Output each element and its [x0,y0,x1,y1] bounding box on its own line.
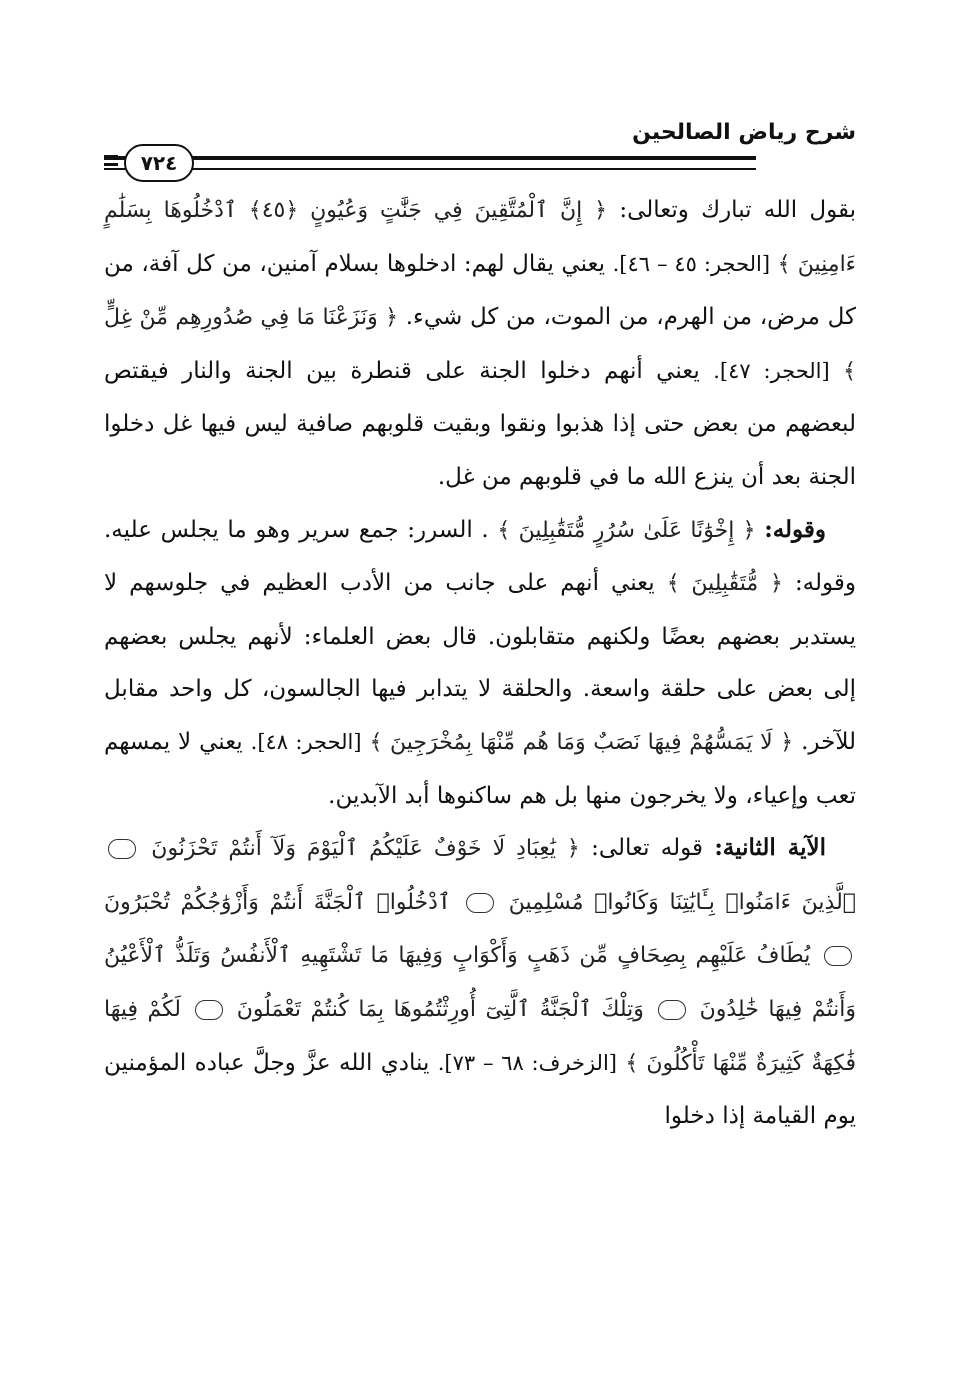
p2-lead: وقوله: [764,515,827,543]
p1-verse: ﴿ إِنَّ ٱلْمُتَّقِينَ فِي جَنَّٰتٍ وَعُيُونٍ ﴿٤٥﴾ ٱدْخُلُوهَا بِسَلَٰمٍ ءَامِنِينَ ﴾ [104,198,857,277]
paragraph-1 [104,184,856,504]
p3-verse-a: ﴿ يَٰعِبَادِ لَا خَوْفٌ عَلَيْكُمُ ٱلْيَوْمَ وَلَآ أَنتُمْ تَحْزَنُونَ [151,836,580,862]
aya-end-marker [824,946,852,966]
p3-verse-c: ٱدْخُلُوا۟ ٱلْجَنَّةَ أَنتُمْ وَأَزْوَٰجُكُمْ تُحْبَرُونَ [104,889,451,915]
p3-text: ينادي الله عزَّ وجلَّ عباده المؤمنين يوم القيامة إذا دخلوا [104,1049,856,1130]
p1-verse-reference: [الحجر: ٤٥ – ٤٦]. [612,251,771,276]
p2-text: . السرر: جمع سرير وهو ما يجلس عليه. وقوله: [104,516,857,597]
p2-verse-reference: [الحجر: ٤٨]. [250,729,362,754]
p1-verse-2-reference: [الحجر: ٤٧]. [713,358,830,383]
page-number-marker [104,155,118,167]
p3-verse-d: يُطَافُ عَلَيْهِم بِصِحَافٍ مِّن ذَهَبٍ وَأَكْوَابٍ وَفِيهَا مَا تَشْتَهِيهِ ٱلْأَنفُسُ وَتَلَذُّ ٱلْأَعْيُنُ وَأَنتُمْ فِيهَا خَٰلِدُونَ [104,943,856,1022]
aya-end-marker [466,893,494,913]
p3-lead: الآية الثانية: [714,834,827,862]
p1-text-2: يعني أنهم دخلوا الجنة على قنطرة بين الجنة والنار فيقتص لبعضهم من بعض حتى إذا هذبوا ونقوا وبقيت قلوبهم صافية ليس فيها غل دخلوا الجنة بعد أن ينزع الله ما في قلوبهم من غل. [104,357,856,490]
p3-verse-f: لَكُمْ فِيهَا فَٰكِهَةٌ كَثِيرَةٌ مِّنْهَا تَأْكُلُونَ ﴾ [104,996,856,1076]
p3-intro: قوله تعالى: [591,835,704,862]
book-title: شرح رياض الصالحين [632,120,856,145]
p2-text-2: يعني أنهم على جانب من الأدب العظيم في جلوسهم لا يستدبر بعضهم بعضًا ولكنهم متقابلون. قال بعض العلماء: لأنهم يجلس بعضهم إلى بعض على حلقة واسعة. والحلقة لا يتدابر فيها الجالسون، كل واحد مقابل للآخر. [104,570,857,755]
page-body [104,184,856,1143]
p2-text-3: يعني لا يمسهم تعب وإعياء، ولا يخرجون منها بل هم ساكنوها أبد الآبدين. [104,728,856,809]
paragraph-2 [104,504,856,823]
p1-intro: بقول الله تبارك وتعالى: [619,197,857,223]
header-rule-thin [104,168,756,170]
aya-end-marker [658,1000,686,1020]
p3-verse-e: وَتِلْكَ ٱلْجَنَّةُ ٱلَّتِىٓ أُورِثْتُمُوهَا بِمَا كُنتُمْ تَعْمَلُونَ [236,996,644,1022]
aya-end-marker [108,839,136,859]
aya-end-marker [195,1000,223,1020]
header-rule-thick [104,156,756,160]
p2-verse-2: ﴿ مُّتَقَٰبِلِينَ ﴾ [666,571,783,597]
p2-verse: ﴿ إِخْوَٰنًا عَلَىٰ سُرُرٍ مُّتَقَٰبِلِينَ ﴾ [497,517,756,543]
p1-text: يعني يقال لهم: ادخلوها بسلام آمنين، من كل آفة، من كل مرض، من الهرم، من الموت، من كل شيء. [104,250,857,331]
page-number: ٧٢٤ [124,144,194,182]
paragraph-3 [104,822,856,1143]
p3-verse-reference: [الزخرف: ٦٨ – ٧٣]. [437,1050,617,1075]
p2-verse-3: ﴿ لَا يَمَسُّهُمْ فِيهَا نَصَبٌ وَمَا هُم مِّنْهَا بِمُخْرَجِينَ ﴾ [369,729,794,755]
p1-verse-2: ﴿ وَنَزَعْنَا مَا فِي صُدُورِهِم مِّنْ غِلٍّ ﴾ [104,305,857,384]
p3-verse-b: ٱلَّذِينَ ءَامَنُوا۟ بِـَٔايَٰتِنَا وَكَانُوا۟ مُسْلِمِينَ [508,889,856,915]
